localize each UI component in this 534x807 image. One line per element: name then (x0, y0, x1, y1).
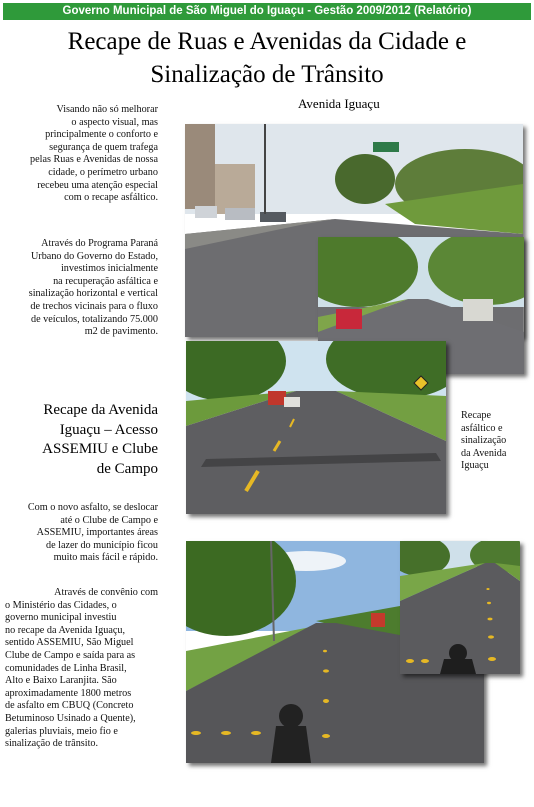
text-line: governo municipal investiu (5, 612, 117, 624)
heading-line: de Campo (96, 460, 158, 477)
text-line: pelas Ruas e Avenidas de nossa (30, 154, 158, 166)
title-line-2: Sinalização de Trânsito (150, 61, 384, 88)
text-line: principalmente o conforto e (45, 129, 158, 141)
rural-road-inset-photo (400, 541, 520, 674)
text-line: m2 de pavimento. (84, 326, 158, 338)
caption-line: sinalização (461, 435, 507, 447)
title-line-1: Recape de Ruas e Avenidas da Cidade e (67, 28, 467, 55)
text-line: galerias pluviais, meio fio e (5, 725, 118, 737)
text-line: de trechos vicinais para o fluxo (30, 300, 158, 312)
text-line: Visando não só melhorar (56, 104, 158, 115)
program-paragraph (8, 238, 158, 339)
text-line: com o recape asfáltico. (64, 192, 158, 204)
section-heading-recape (8, 401, 158, 479)
intro-paragraph (8, 104, 158, 205)
page-title (10, 25, 524, 91)
new-asphalt-paragraph (5, 502, 158, 565)
text-line: Através do Programa Paraná (41, 238, 158, 249)
text-line: no recape da Avenida Iguaçu, (5, 624, 126, 636)
text-line: sentido ASSEMIU, São Miguel (5, 637, 134, 649)
text-line: até o Clube de Campo e (60, 514, 158, 526)
photo-caption-recape (461, 410, 506, 473)
header-bar: Governo Municipal de São Miguel do Iguaçu - Gestão 2009/2012 (Relatório) (3, 3, 531, 20)
text-line: Urbano do Governo do Estado, (30, 250, 158, 262)
text-line: sinalização horizontal e vertical (28, 288, 158, 300)
text-line: o Ministério das Cidades, o (5, 599, 117, 611)
text-line: na recuperação asfáltica e (53, 275, 158, 287)
caption-line: da Avenida (461, 447, 507, 459)
caption-line: Iguaçu (461, 460, 489, 472)
text-line: de asfalto em CBUQ (Concreto (5, 700, 134, 712)
text-line: recebeu uma atenção especial (37, 179, 158, 191)
heading-line: Recape da Avenida (43, 402, 158, 418)
text-line: sinalização de trânsito. (5, 738, 99, 750)
text-line: aproximadamente 1800 metros (5, 687, 132, 699)
heading-line: ASSEMIU e Clube (42, 441, 158, 457)
text-line: Através de convênio com (54, 587, 158, 598)
road-markings-photo (186, 341, 446, 514)
text-line: Com o novo asfalto, se deslocar (27, 502, 158, 513)
text-line: ASSEMIU, importantes áreas (36, 527, 158, 539)
text-line: muito mais fácil e rápido. (53, 552, 158, 564)
photo-caption-avenida: Avenida Iguaçu (298, 96, 380, 111)
text-line: segurança de quem trafega (49, 141, 158, 153)
text-line: investimos inicialmente (60, 263, 158, 275)
text-line: Betuminoso Usinado a Quente), (5, 712, 136, 724)
text-line: de lazer do município ficou (45, 539, 158, 551)
caption-line: asfáltico e (461, 422, 503, 434)
text-line: o aspecto visual, mas (71, 116, 158, 128)
text-line: cidade, o perímetro urbano (48, 166, 158, 178)
text-line: de veículos, totalizando 75.000 (30, 313, 158, 325)
text-line: Clube de Campo e saída para as (5, 649, 136, 661)
text-line: comunidades de Linha Brasil, (5, 662, 127, 674)
text-line: Alto e Baixo Laranjita. São (5, 675, 117, 687)
convenio-paragraph (5, 587, 158, 751)
heading-line: Iguaçu – Acesso (59, 421, 158, 438)
caption-line: Recape (461, 410, 491, 421)
